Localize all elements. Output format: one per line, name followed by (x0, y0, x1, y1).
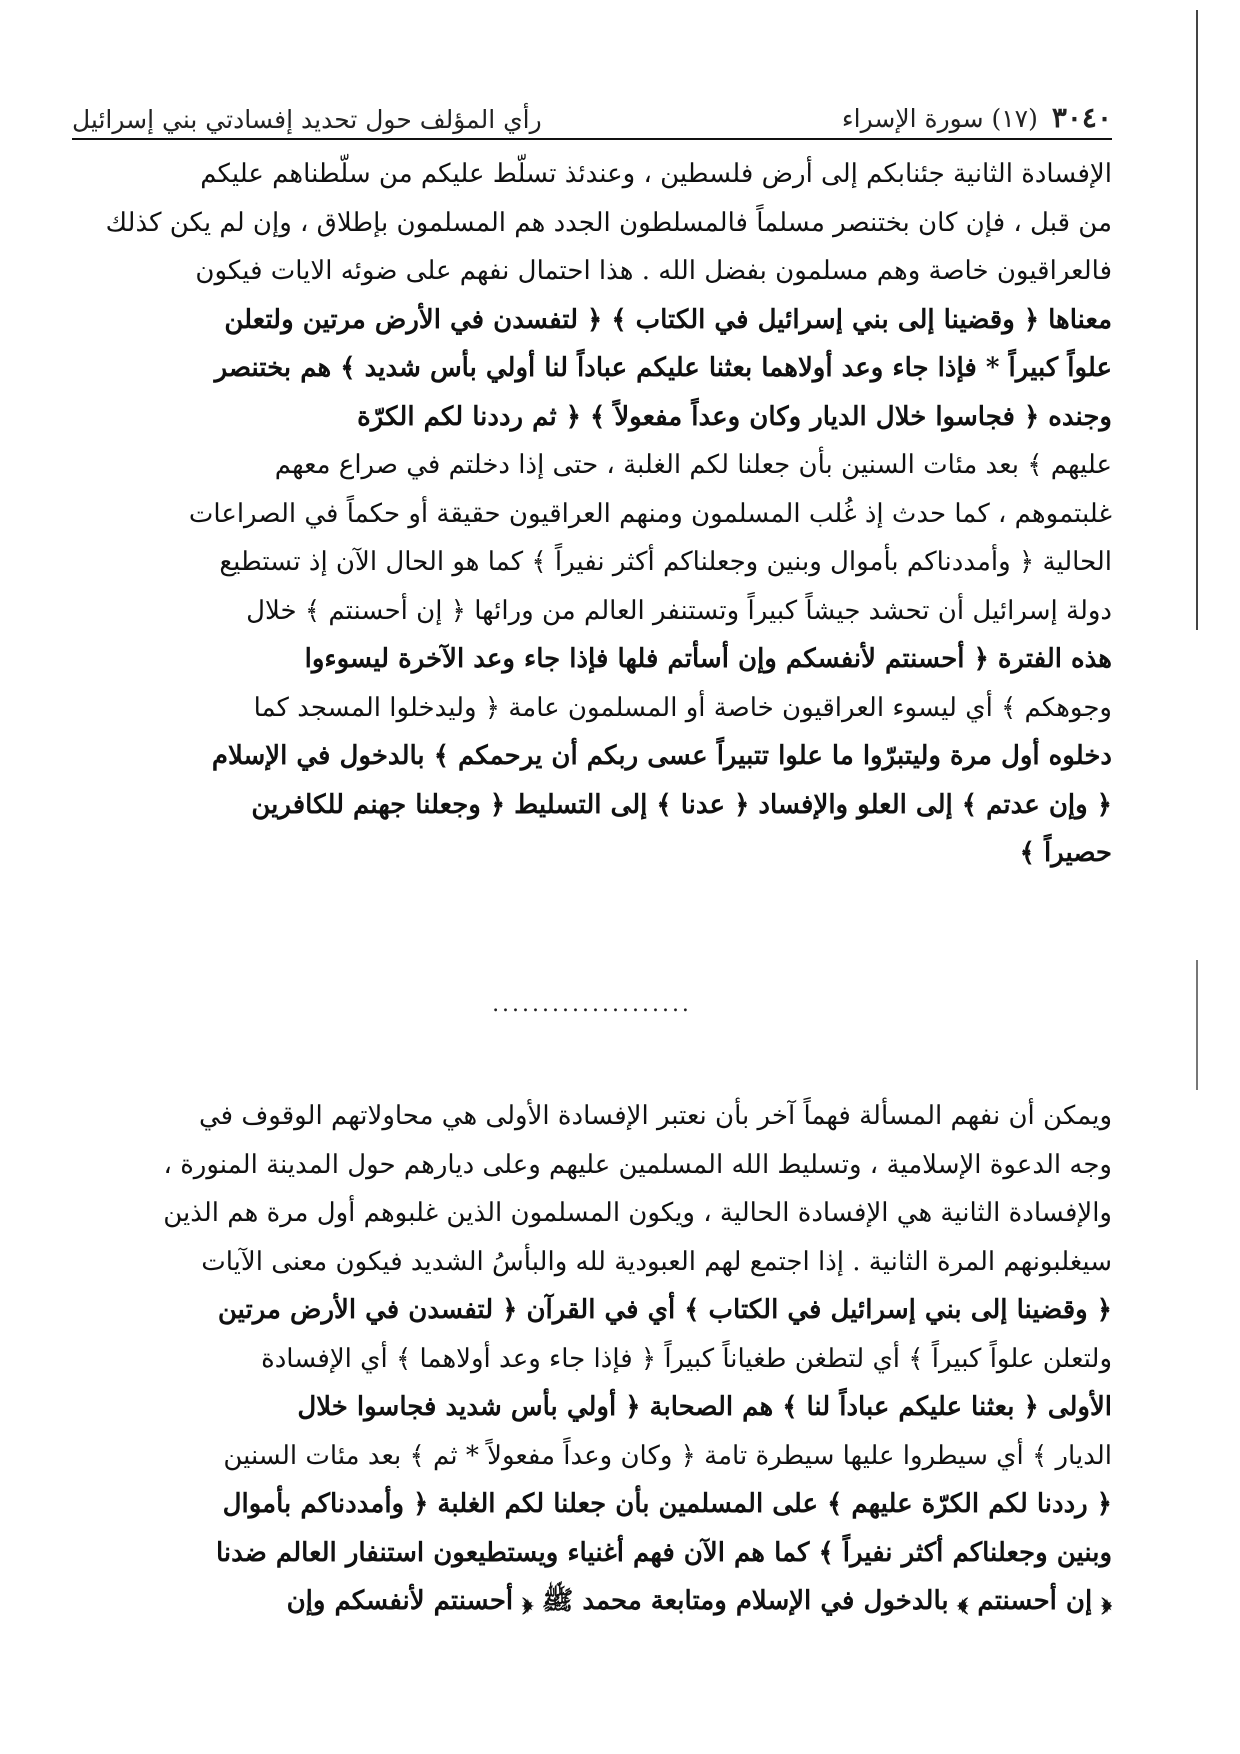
text-line: هذه الفترة ﴿ أحسنتم لأنفسكم وإن أسأتم فلها فإذا جاء وعد الآخرة ليسوءوا (304, 644, 1112, 674)
text-line: فالعراقيون خاصة وهم مسلمون بفضل الله . هذا احتمال نفهم على ضوئه الايات فيكون (195, 256, 1112, 286)
text-line: معناها ﴿ وقضينا إلى بني إسرائيل في الكتاب ﴾ ﴿ لتفسدن في الأرض مرتين ولتعلن (224, 304, 1112, 335)
text-line: سيغلبونهم المرة الثانية . إذا اجتمع لهم العبودية لله والبأسُ الشديد فيكون معنى الآيات (201, 1246, 1112, 1277)
section-separator: .................... (492, 992, 692, 1017)
text-line: الحالية ﴿ وأمددناكم بأموال وبنين وجعلناكم أكثر نفيراً ﴾ كما هو الحال الآن إذ تستطيع (219, 547, 1112, 577)
text-line: ﴿ رددنا لكم الكرّة عليهم ﴾ على المسلمين بأن جعلنا لكم الغلبة ﴿ وأمددناكم بأموال (222, 1489, 1112, 1519)
header-right (842, 101, 1112, 134)
page-number: ٣٠٤٠ (1051, 101, 1112, 134)
header-rule (72, 138, 1112, 140)
text-line: حصيراً ﴾ (1019, 838, 1112, 868)
scan-edge-mark (1196, 10, 1198, 630)
text-line: الديار ﴾ أي سيطروا عليها سيطرة تامة ﴿ وكان وعداً مفعولاً * ثم ﴾ بعد مئات السنين (223, 1440, 1112, 1471)
text-line: دولة إسرائيل أن تحشد جيشاً كبيراً وتستنفر العالم من ورائها ﴿ إن أحسنتم ﴾ خلال (246, 595, 1112, 626)
text-line: الأولى ﴿ بعثنا عليكم عباداً لنا ﴾ هم الصحابة ﴿ أولي بأس شديد فجاسوا خلال (297, 1392, 1112, 1422)
running-header (72, 88, 1112, 134)
text-line: ولتعلن علواً كبيراً ﴾ أي لتطغن طغياناً كبيراً ﴿ فإذا جاء وعد أولاهما ﴾ أي الإفسادة (261, 1343, 1112, 1374)
book-page (72, 0, 1112, 1754)
text-line: ﴿ إن أحسنتم ﴾ بالدخول في الإسلام ومتابعة محمد ﷺ ﴿ أحسنتم لأنفسكم وإن (286, 1586, 1112, 1616)
scan-edge-mark (1196, 960, 1198, 1090)
text-line: والإفسادة الثانية هي الإفسادة الحالية ، ويكون المسلمون الذين غلبوهم أول مرة هم الذين (163, 1198, 1112, 1228)
text-line: وجه الدعوة الإسلامية ، وتسليط الله المسلمين عليهم وعلى ديارهم حول المدينة المنورة ، (163, 1149, 1112, 1180)
paragraph-2 (72, 1092, 1112, 1626)
text-line: عليهم ﴾ بعد مئات السنين بأن جعلنا لكم الغلبة ، حتى إذا دخلتم في صراع معهم (274, 450, 1112, 480)
text-line: وبنين وجعلناكم أكثر نفيراً ﴾ كما هم الآن فهم أغنياء ويستطيعون استنفار العالم ضدنا (216, 1537, 1112, 1568)
paragraph-1 (72, 150, 1112, 878)
surah-label: (١٧) سورة الإسراء (841, 104, 1038, 133)
text-line: ﴿ وقضينا إلى بني إسرائيل في الكتاب ﴾ أي في القرآن ﴿ لتفسدن في الأرض مرتين (217, 1295, 1112, 1325)
text-line: علواً كبيراً * فإذا جاء وعد أولاهما بعثنا عليكم عباداً لنا أولي بأس شديد ﴾ هم بختنصر (214, 353, 1112, 383)
text-line: ويمكن أن نفهم المسألة فهماً آخر بأن نعتبر الإفسادة الأولى هي محاولاتهم الوقوف في (198, 1101, 1112, 1131)
text-line: وجنده ﴿ فجاسوا خلال الديار وكان وعداً مفعولاً ﴾ ﴿ ثم رددنا لكم الكرّة (357, 401, 1112, 432)
text-line: غلبتموهم ، كما حدث إذ غُلب المسلمون ومنهم العراقيون حقيقة أو حكماً في الصراعات (188, 498, 1112, 529)
text-line: دخلوه أول مرة وليتبرّوا ما علوا تتبيراً عسى ربكم أن يرحمكم ﴾ بالدخول في الإسلام (211, 741, 1112, 771)
text-line: ﴿ وإن عدتم ﴾ إلى العلو والإفساد ﴿ عدنا ﴾ إلى التسليط ﴿ وجعلنا جهنم للكافرين (251, 789, 1112, 820)
text-line: وجوهكم ﴾ أي ليسوء العراقيون خاصة أو المسلمون عامة ﴿ وليدخلوا المسجد كما (253, 692, 1112, 723)
section-title: رأي المؤلف حول تحديد إفسادتي بني إسرائيل (72, 105, 542, 134)
text-line: من قبل ، فإن كان بختنصر مسلماً فالمسلطون الجدد هم المسلمون بإطلاق ، وإن لم يكن كذلك (105, 207, 1112, 238)
text-line: الإفسادة الثانية جئنابكم إلى أرض فلسطين ، وعندئذ تسلّط عليكم من سلّطناهم عليكم (200, 159, 1112, 189)
